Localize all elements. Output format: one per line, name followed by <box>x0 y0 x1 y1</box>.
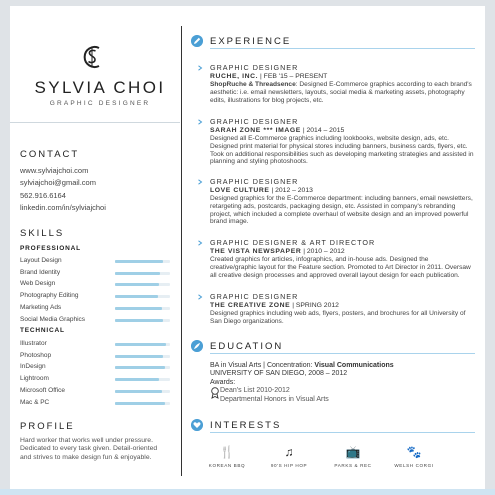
interest-item <box>388 445 440 468</box>
skill-name: Marketing Ads <box>20 303 62 311</box>
job-company: SARAH ZONE *** IMAGE <box>210 127 301 134</box>
chevron-right-icon <box>197 240 203 246</box>
skill-name: Layout Design <box>20 257 62 264</box>
paw-icon: 🐾 <box>406 445 422 459</box>
skill-bar-track <box>115 319 170 322</box>
skill-bar-track <box>115 366 170 369</box>
job-company-line <box>210 127 475 134</box>
interests-heading: INTERESTS <box>210 420 282 431</box>
right-column <box>190 6 480 489</box>
awards-label: Awards: <box>210 378 236 386</box>
skill-name: Photoshop <box>20 351 52 359</box>
skill-bar-fill <box>115 366 165 369</box>
skill-row <box>20 398 170 409</box>
skill-bar-track <box>115 260 170 263</box>
job-description-text: Designed graphics for the E-Commerce department: including banners, email newsletters, retargeting ads, postcards, packaging design, etc. Assisted in company's rebranding project, which included a complete overhaul of website design and an improved powerful brand image. <box>210 195 473 226</box>
job-description <box>210 195 475 226</box>
skill-bar-track <box>115 272 170 275</box>
award-item: Departmental Honors in Visual Arts <box>220 395 329 403</box>
interest-label: 90'S HIP HOP <box>270 463 308 468</box>
job-dates: | 2012 – 2013 <box>269 187 313 194</box>
music-note-icon: ♫ <box>284 445 294 459</box>
education-details <box>210 362 475 404</box>
sc-monogram-logo <box>80 42 104 72</box>
skill-bar-track <box>115 378 170 381</box>
job-description-text: Designed all E-Commerce graphics including lookbooks, website design, ads, etc. Designed print material for physical stores including banners, business cards, flyers, etc. Took on additional responsibilities such as developing marketing strategies and assisted in planning and styling photoshoots. <box>210 135 474 166</box>
skill-name: Brand Identity <box>20 268 61 276</box>
contact-linkedin[interactable]: linkedin.com/in/sylviajchoi <box>20 203 106 213</box>
job-description <box>210 310 475 326</box>
skill-row <box>20 362 170 373</box>
skill-bar-fill <box>115 295 158 298</box>
job-description <box>210 81 475 104</box>
interest-label: PARKS & REC <box>334 463 372 468</box>
skill-name: Social Media Graphics <box>20 315 86 323</box>
skill-bar-track <box>115 307 170 310</box>
skill-bar-fill <box>115 343 166 346</box>
job-title: GRAPHIC DESIGNER <box>210 292 299 301</box>
education-header <box>190 339 475 355</box>
job-entry <box>210 117 475 166</box>
skill-bar-track <box>115 390 170 393</box>
contact-list <box>20 165 106 215</box>
job-brands: ShopRuche & Threadsence <box>210 81 296 88</box>
contact-phone: 562.916.6164 <box>20 190 66 200</box>
contact-email[interactable]: sylviajchoi@gmail.com <box>20 178 96 188</box>
skill-bar-fill <box>115 272 160 275</box>
job-title: GRAPHIC DESIGNER <box>210 63 299 72</box>
profile-text: Hard worker that works well under pressure. Dedicated to every task given. Detail-oriented and strives to make design fun & enjoyable. <box>20 437 158 461</box>
interests-rule <box>210 432 475 433</box>
skill-row <box>20 351 170 362</box>
experience-rule <box>210 48 475 49</box>
job-entry <box>210 238 475 279</box>
skill-bar-fill <box>115 260 163 263</box>
skill-name: Photography Editing <box>20 292 79 300</box>
interest-label: KOREAN BBQ <box>208 463 246 468</box>
skill-row <box>20 291 170 302</box>
skill-row <box>20 339 170 350</box>
job-description <box>210 256 475 279</box>
interest-label: WELSH CORGI <box>394 463 434 468</box>
job-title: GRAPHIC DESIGNER & ART DIRECTOR <box>210 238 376 247</box>
award-item: Dean's List 2010-2012 <box>220 387 290 395</box>
skill-row <box>20 315 170 326</box>
job-entry <box>210 177 475 226</box>
job-dates: | SPRING 2012 <box>290 302 339 309</box>
job-company-line <box>210 302 475 309</box>
heart-icon <box>191 419 203 431</box>
applicant-title: GRAPHIC DESIGNER <box>49 100 151 107</box>
skill-name: Web Design <box>20 280 56 288</box>
technical-skills-heading: TECHNICAL <box>20 327 65 334</box>
applicant-name: SYLVIA CHOI <box>34 78 166 97</box>
chevron-right-icon <box>197 179 203 185</box>
chevron-right-icon <box>197 65 203 71</box>
job-company: LOVE CULTURE <box>210 187 270 194</box>
skill-bar-track <box>115 402 170 405</box>
degree-text: BA in Visual Arts | Concentration: <box>210 362 315 369</box>
job-dates: | 2014 – 2015 <box>300 127 345 134</box>
job-company: THE CREATIVE ZONE <box>210 302 291 309</box>
skill-name: Lightroom <box>20 375 49 383</box>
interests-header <box>190 418 475 434</box>
left-column <box>10 6 180 489</box>
skill-row <box>20 268 170 279</box>
chevron-right-icon <box>197 294 203 300</box>
pencil-icon <box>191 35 203 47</box>
skill-name: Illustrator <box>20 340 47 347</box>
education-heading: EDUCATION <box>210 341 284 352</box>
experience-heading: EXPERIENCE <box>210 36 292 47</box>
job-description-text: : Designed E-Commerce graphics according to each brand's aesthetic: i.e. email newsletters, layouts, social media & marketing assets, photography edits, illustrations for blog projects, etc. <box>210 81 472 104</box>
interest-item <box>201 445 253 468</box>
skill-row <box>20 279 170 290</box>
skill-bar-track <box>115 295 170 298</box>
job-company-line <box>210 187 475 194</box>
experience-header <box>190 34 475 50</box>
bottom-band <box>0 489 495 495</box>
column-divider <box>181 26 182 476</box>
skill-row <box>20 303 170 314</box>
skill-name: Microsoft Office <box>20 386 66 394</box>
interest-item <box>327 445 379 468</box>
award-ribbon-icon <box>210 387 220 399</box>
job-title: GRAPHIC DESIGNER <box>210 177 299 186</box>
skill-bar-fill <box>115 355 163 358</box>
skills-heading: SKILLS <box>20 228 65 239</box>
job-dates: | 2010 – 2012 <box>301 248 345 255</box>
job-company-line <box>210 248 475 255</box>
skill-bar-fill <box>115 378 159 381</box>
skill-bar-track <box>115 355 170 358</box>
job-company-line <box>210 73 475 80</box>
skill-bar-track <box>115 283 170 286</box>
skill-row <box>20 386 170 397</box>
job-description <box>210 135 475 166</box>
skill-bar-fill <box>115 307 162 310</box>
skill-name: InDesign <box>20 363 46 371</box>
job-description-text: Designed graphics including web ads, flyers, posters, and brochures for all University of San Diego organizations. <box>210 310 466 325</box>
education-degree <box>210 362 475 370</box>
profile-heading: PROFILE <box>20 421 75 432</box>
job-company: RUCHE, INC. <box>210 73 259 80</box>
job-entry <box>210 292 475 326</box>
concentration-text: Visual Communications <box>314 362 394 369</box>
job-title: GRAPHIC DESIGNER <box>210 117 299 126</box>
skill-name: Mac & PC <box>20 398 50 406</box>
job-description-text: Created graphics for articles, infographics, and in-house ads. Designed the creative/graphic layout for the Feature section. Promoted to Art Director in 2011. Oversaw all creative design processes and approved overall layout design for each publication. <box>210 256 471 279</box>
chevron-right-icon <box>197 119 203 125</box>
education-rule <box>210 353 475 354</box>
pen-nib-icon <box>191 340 203 352</box>
skill-row <box>20 256 170 267</box>
professional-skills-heading: PROFESSIONAL <box>20 245 81 252</box>
skill-row <box>20 374 170 385</box>
skill-bar-fill <box>115 319 163 322</box>
contact-website[interactable]: www.sylviajchoi.com <box>20 166 89 175</box>
skill-bar-fill <box>115 402 165 405</box>
job-entry <box>210 63 475 104</box>
interest-item <box>263 445 315 468</box>
job-company: THE VISTA NEWSPAPER <box>210 248 302 255</box>
left-divider <box>10 122 180 123</box>
tv-icon: 📺 <box>345 445 361 459</box>
resume-page <box>10 6 485 489</box>
skill-bar-fill <box>115 390 162 393</box>
skill-bar-fill <box>115 283 159 286</box>
education-school: UNIVERSITY OF SAN DIEGO, 2008 – 2012 <box>210 370 348 378</box>
utensils-icon: 🍴 <box>219 445 235 459</box>
job-dates: | FEB '15 – PRESENT <box>258 73 328 80</box>
contact-heading: CONTACT <box>20 149 80 160</box>
skill-bar-track <box>115 343 170 346</box>
